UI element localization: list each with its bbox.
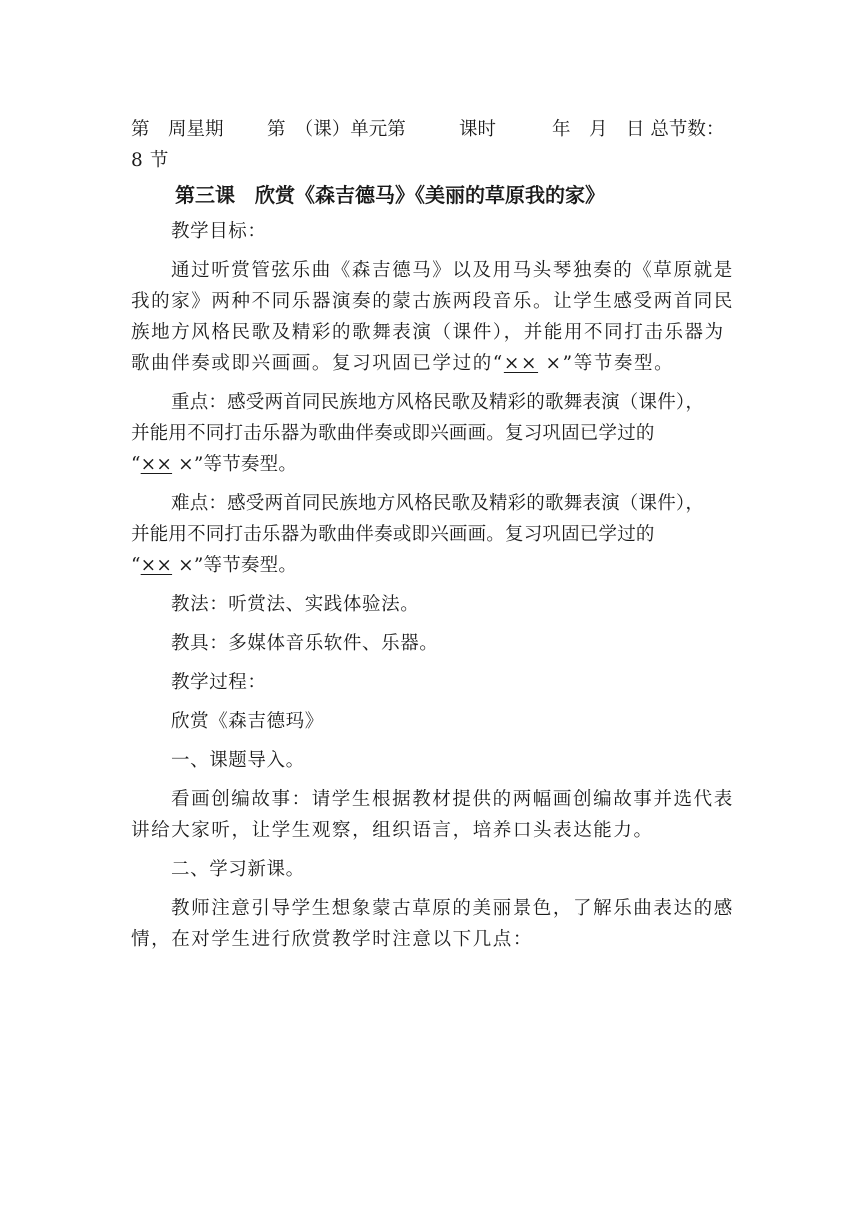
rhythm-pattern: ×× — [140, 555, 173, 576]
difficulties-paragraph — [131, 488, 731, 581]
difficulties-line — [131, 550, 731, 581]
header-total-count: 8 节 — [131, 150, 169, 171]
lesson-header — [131, 114, 731, 145]
step-two-heading: 二、学习新课。 — [171, 859, 305, 880]
difficulties-text: ×”等节奏型。 — [172, 555, 298, 576]
teacher-paragraph — [131, 893, 734, 955]
difficulties-text: “ — [131, 555, 141, 576]
story-paragraph — [131, 784, 734, 846]
key-points-line: 重点：感受两首同民族地方风格民歌及精彩的歌舞表演（课件）， — [171, 392, 705, 413]
teacher-line: 教师注意引导学生想象蒙古草原的美丽景色，了解乐曲表达的感 — [171, 898, 734, 919]
key-points-line — [131, 449, 731, 480]
header-week-day: 第 周星期 — [131, 119, 224, 140]
difficulties-line: 并能用不同打击乐器为歌曲伴奏或即兴画画。复习巩固已学过的 — [131, 524, 655, 545]
goals-line: 我的家》两种不同乐器演奏的蒙古族两段音乐。让学生感受两首同民 — [131, 291, 735, 312]
step-one-heading: 一、课题导入。 — [171, 750, 305, 771]
appreciate-heading: 欣赏《森吉德玛》 — [171, 711, 324, 732]
goals-line — [131, 348, 731, 379]
teaching-tools: 教具：多媒体音乐软件、乐器。 — [171, 633, 439, 654]
rhythm-pattern: ×× — [140, 454, 173, 475]
header-period: 课时 — [459, 119, 497, 140]
story-line: 看画创编故事：请学生根据教材提供的两幅画创编故事并选代表 — [171, 789, 734, 810]
teaching-process-label: 教学过程： — [171, 672, 267, 693]
teaching-goals-paragraph — [131, 255, 735, 379]
goals-line: 族地方风格民歌及精彩的歌舞表演（课件），并能用不同打击乐器为 — [131, 322, 725, 343]
lesson-title: 第三课 欣赏《森吉德马》《美丽的草原我的家》 — [175, 183, 605, 207]
teacher-line: 情，在对学生进行欣赏教学时注意以下几点： — [131, 929, 534, 950]
key-points-text: “ — [131, 454, 141, 475]
key-points-line: 并能用不同打击乐器为歌曲伴奏或即兴画画。复习巩固已学过的 — [131, 423, 655, 444]
goals-text: ×”等节奏型。 — [538, 353, 675, 374]
story-line: 讲给大家听，让学生观察，组织语言，培养口头表达能力。 — [131, 820, 654, 841]
goals-text: 歌曲伴奏或即兴画画。复习巩固已学过的“ — [131, 353, 504, 374]
teaching-goals-label: 教学目标： — [171, 221, 267, 242]
rhythm-pattern: ×× — [503, 353, 539, 374]
header-date-total: 年 月 日 总节数： — [552, 119, 725, 140]
teaching-method: 教法：听赏法、实践体验法。 — [171, 594, 420, 615]
key-points-text: ×”等节奏型。 — [172, 454, 298, 475]
header-unit: 第 （课）单元第 — [267, 119, 406, 140]
document-page — [131, 114, 735, 963]
difficulties-line: 难点：感受两首同民族地方风格民歌及精彩的歌舞表演（课件）， — [171, 493, 705, 514]
key-points-paragraph — [131, 387, 731, 480]
goals-line: 通过听赏管弦乐曲《森吉德马》以及用马头琴独奏的《草原就是 — [171, 260, 734, 281]
